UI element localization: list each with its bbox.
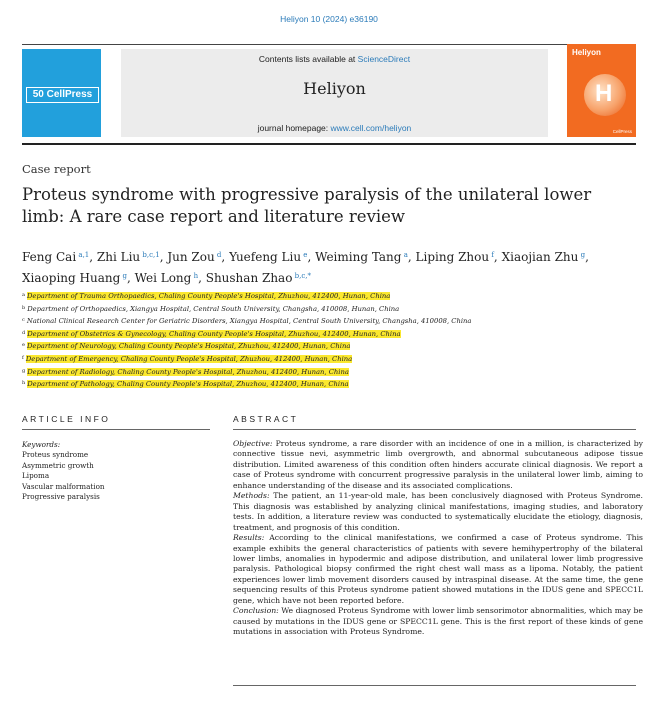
abstract-section-text: We diagnosed Proteus Syndrome with lower limb sensorimotor abnormalities, which may be caused by mutations in the IDUS gene or SPECC1L gene. This is the first report of these kinds of gene mutations in association with Proteus Syndrome. <box>233 606 643 637</box>
cover-letter: H <box>595 80 613 107</box>
article-info-rule <box>22 429 210 430</box>
affiliation-key: f <box>22 354 24 361</box>
affiliation-key: h <box>22 380 26 387</box>
author-list: Feng Cai $^{a,1}$, Zhi Liu $^{b,c,1}$, Jun Zou $^d$, Yuefeng Liu $^e$, Weiming Tang $^a$, Liping Zhou $^f$, Xiaojian Zhu $^g$, Xiaoping Huang $^g$, Wei Long $^h$, Shushan Zhao $^{b,c,*}$ <box>22 250 589 285</box>
cover-title: Heliyon <box>572 48 601 57</box>
author-affiliation-marker[interactable]: a,1 <box>76 251 90 259</box>
author-name[interactable]: Zhi Liu <box>96 250 141 264</box>
abstract-section-label: Conclusion: <box>233 606 279 616</box>
author-affiliation-marker[interactable]: e <box>301 251 308 259</box>
journal-cover-image <box>567 44 636 137</box>
affiliation-key: g <box>22 367 26 374</box>
author-name[interactable]: Jun Zou <box>167 250 215 264</box>
author-name[interactable]: Yuefeng Liu <box>229 250 302 264</box>
abstract-bottom-rule <box>233 685 636 686</box>
keyword-item: Proteus syndrome <box>22 450 89 460</box>
journal-name: Heliyon <box>303 79 366 98</box>
affiliation-text: Department of Obstetrics & Gynecology, Chaling County People's Hospital, Zhuzhou, 412400, Hunan, China <box>27 329 401 338</box>
affiliation-text: Department of Radiology, Chaling County People's Hospital, Zhuzhou, 412400, Hunan, China <box>27 367 349 376</box>
abstract-rule <box>233 429 636 430</box>
article-title: Proteus syndrome with progressive paralysis of the unilateral lower limb: A rare case report and literature review <box>22 185 592 226</box>
author-affiliation-marker[interactable]: b,c,1 <box>140 251 160 259</box>
author-affiliation-marker[interactable]: a <box>401 251 408 259</box>
keyword-item: Vascular malformation <box>22 481 105 491</box>
affiliation-key: e <box>22 342 25 349</box>
author-affiliation-marker[interactable]: f <box>489 251 494 259</box>
affiliation-line <box>22 378 622 391</box>
author-name[interactable]: Weiming Tang <box>315 250 402 264</box>
journal-masthead <box>121 49 548 137</box>
affiliation-line <box>22 315 622 328</box>
author-name[interactable]: Xiaoping Huang <box>22 271 121 285</box>
author-affiliation-marker[interactable]: h <box>191 272 199 280</box>
keywords-label: Keywords: <box>22 440 61 449</box>
affiliation-text: Department of Neurology, Chaling County People's Hospital, Zhuzhou, 412400, Hunan, China <box>26 342 351 351</box>
author-name[interactable]: Shushan Zhao <box>205 271 293 285</box>
masthead-rule <box>22 143 636 145</box>
author-affiliation-marker[interactable]: g <box>578 251 586 259</box>
affiliation-line <box>22 340 622 353</box>
affiliation-text: National Clinical Research Center for Geriatric Disorders, Xiangya Hospital, Central South University, Changsha, 410008, China <box>26 317 472 326</box>
affiliation-key: d <box>22 329 26 336</box>
cellpress-logo <box>22 49 101 137</box>
affiliation-text: Department of Trauma Orthopaedics, Chaling County People's Hospital, Zhuzhou, 412400, Hunan, China <box>26 292 391 300</box>
top-rule <box>22 44 636 45</box>
abstract-section-text: Proteus syndrome, a rare disorder with an incidence of one in a million, is characterized by connective tissue nevi, asymmetric limb overgrowth, and abnormal subcutaneous adipose tissue distribution. Limited awareness of this condition often hinders accurate clinical diagnosis. We report a case of Proteus syndrome with concurrent progressive paralysis in the unilateral lower limb, aiming to enhance understanding of the disease and its associated complications. <box>233 439 643 490</box>
author-name[interactable]: Xiaojian Zhu <box>501 250 579 264</box>
journal-homepage: journal homepage: www.cell.com/heliyon <box>257 123 412 133</box>
author-affiliation-marker[interactable]: g <box>120 272 127 280</box>
abstract-section <box>233 533 643 606</box>
affiliation-line <box>22 366 622 379</box>
abstract-section-label: Results: <box>233 533 265 543</box>
affiliation-line <box>22 303 622 316</box>
author-affiliation-marker[interactable]: b,c,* <box>292 272 312 280</box>
keyword-item: Asymmetric growth <box>22 460 94 470</box>
journal-citation[interactable] <box>0 14 658 24</box>
affiliation-line <box>22 328 622 341</box>
abstract-body <box>233 439 643 638</box>
sciencedirect-link[interactable]: ScienceDirect <box>357 54 411 64</box>
keywords-block <box>22 440 207 502</box>
cover-publisher: CellPress <box>612 129 632 134</box>
article-info-heading: ARTICLE INFO <box>22 414 111 424</box>
affiliation-key: a <box>22 292 25 298</box>
abstract-section <box>233 439 643 491</box>
author-name[interactable]: Liping Zhou <box>415 250 490 264</box>
abstract-section <box>233 606 643 637</box>
keyword-item: Progressive paralysis <box>22 492 100 502</box>
abstract-section <box>233 491 643 533</box>
affiliation-key: b <box>22 304 26 311</box>
abstract-section-label: Methods: <box>233 491 270 501</box>
affiliation-line <box>22 290 622 303</box>
affiliation-text: Department of Orthopaedics, Xiangya Hospital, Central South University, Changsha, 410008, Hunan, China <box>27 304 400 313</box>
keyword-item: Lipoma <box>22 471 50 481</box>
affiliation-key: c <box>22 317 25 324</box>
affiliation-text: Department of Emergency, Chaling County People's Hospital, Zhuzhou, 412400, Hunan, China <box>25 354 353 363</box>
author-name[interactable]: Feng Cai <box>22 250 77 264</box>
affiliation-line <box>22 353 622 366</box>
article-type: Case report <box>22 162 91 176</box>
homepage-link[interactable]: www.cell.com/heliyon <box>330 123 412 133</box>
abstract-section-text: According to the clinical manifestations, we confirmed a case of Proteus syndrome. This example exhibits the general characteristics of patients with severe hemihypertrophy of the bilateral lower limbs, anomalies in hypodermic and adipose distribution, and unilateral lower limb progressive paralysis. Pathological biopsy confirmed the right chest wall mass as a lipoma. Notably, the patient experiences lower limb movement disorders caused by intraspinal disease. At the same time, the gene sequencing results of this Proteus syndrome patient showed mutations in the IDUS gene and SPECC1L gene, which have not been reported before. <box>233 533 643 605</box>
abstract-heading: ABSTRACT <box>233 414 299 424</box>
cellpress-logo-text: 50 CellPress <box>26 87 99 103</box>
contents-availability: Contents lists available at ScienceDirect <box>258 54 411 64</box>
abstract-section-label: Objective: <box>233 439 273 448</box>
author-affiliation-marker[interactable]: d <box>214 251 222 259</box>
affiliation-list <box>22 290 622 391</box>
abstract-section-text: The patient, an 11-year-old male, has been conclusively diagnosed with Proteus Syndrome. This diagnosis was established by analyzing clinical manifestations, imaging studies, and laboratory tests. In addition, a literature review was conducted to systematically elucidate the etiology, diagnosis, treatment, and prognosis of this condition. <box>233 491 643 532</box>
citation-link[interactable]: Heliyon 10 (2024) e36190 <box>280 14 378 24</box>
affiliation-text: Department of Pathology, Chaling County People's Hospital, Zhuzhou, 412400, Hunan, China <box>27 380 349 389</box>
author-name[interactable]: Wei Long <box>134 271 192 285</box>
